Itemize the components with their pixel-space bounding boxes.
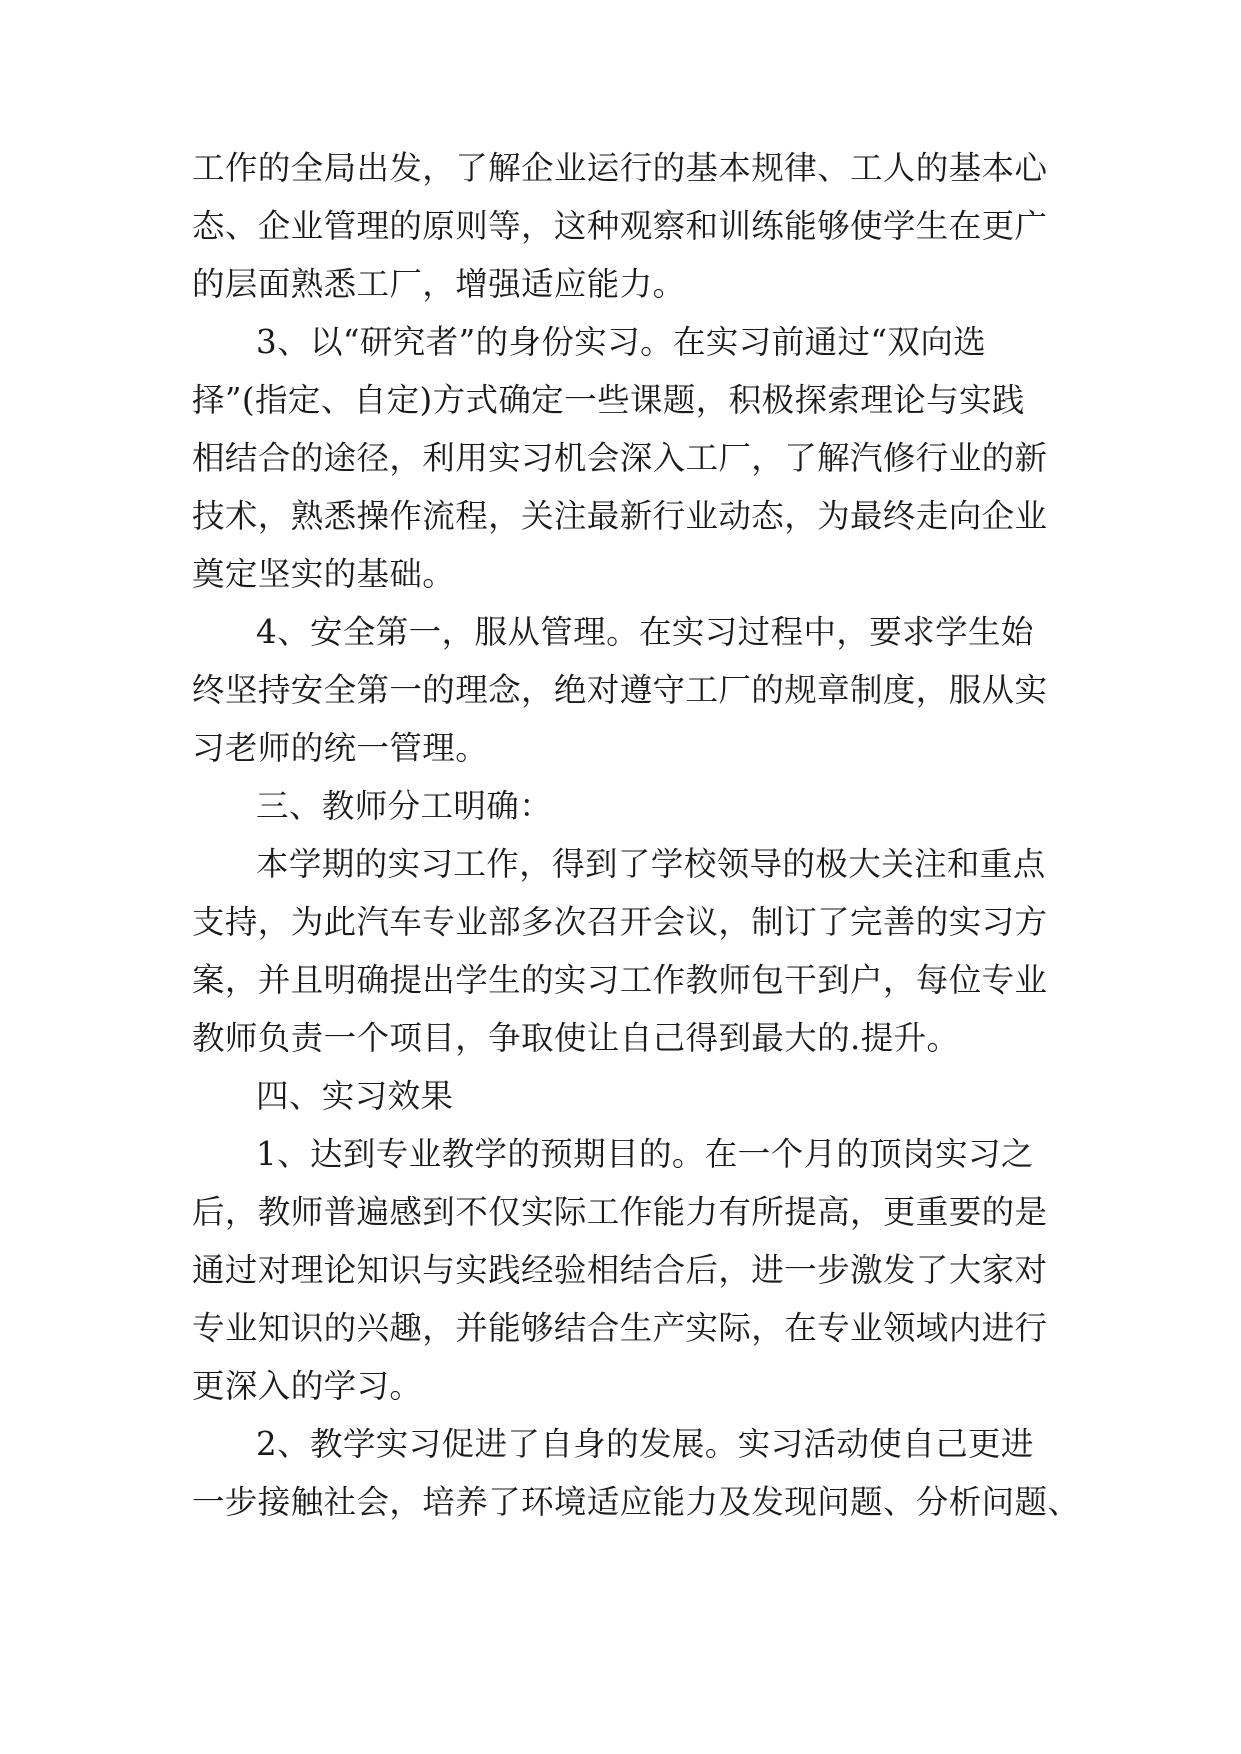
paragraph-start-line: 2、教学实习促进了自身的发展。实习活动使自己更进 — [256, 1425, 1034, 1463]
section-heading: 四、实习效果 — [256, 1077, 454, 1115]
text-line: 案，并且明确提出学生的实习工作教师包干到户，每位专业 — [192, 961, 1048, 999]
text-line: 态、企业管理的原则等，这种观察和训练能够使学生在更广 — [192, 207, 1048, 245]
text-line: 的层面熟悉工厂，增强适应能力。 — [192, 265, 686, 303]
text-line: 支持，为此汽车专业部多次召开会议，制订了完善的实习方 — [192, 903, 1048, 941]
text-line: 择”(指定、自定)方式确定一些课题，积极探索理论与实践 — [192, 381, 1025, 419]
text-line: 教师负责一个项目，争取使让自己得到最大的.提升。 — [192, 1019, 960, 1057]
paragraph-start-line: 1、达到专业教学的预期目的。在一个月的顶岗实习之 — [256, 1135, 1034, 1173]
paragraph-start-line: 3、以“研究者”的身份实习。在实习前通过“双向选 — [256, 323, 987, 361]
section-heading: 三、教师分工明确： — [256, 787, 553, 825]
text-line: 专业知识的兴趣，并能够结合生产实际，在专业领域内进行 — [192, 1309, 1048, 1347]
text-line: 更深入的学习。 — [192, 1367, 423, 1405]
text-line: 一步接触社会，培养了环境适应能力及发现问题、分析问题、 — [192, 1483, 1081, 1521]
text-line: 终坚持安全第一的理念，绝对遵守工厂的规章制度，服从实 — [192, 671, 1048, 709]
paragraph-start-line: 本学期的实习工作，得到了学校领导的极大关注和重点 — [256, 845, 1046, 883]
text-line: 相结合的途径，利用实习机会深入工厂，了解汽修行业的新 — [192, 439, 1048, 477]
text-line: 技术，熟悉操作流程，关注最新行业动态，为最终走向企业 — [192, 497, 1048, 535]
text-line: 习老师的统一管理。 — [192, 729, 489, 767]
text-line: 奠定坚实的基础。 — [192, 555, 456, 593]
text-line: 工作的全局出发，了解企业运行的基本规律、工人的基本心 — [192, 149, 1048, 187]
paragraph-start-line: 4、安全第一，服从管理。在实习过程中，要求学生始 — [256, 613, 1034, 651]
text-line: 通过对理论知识与实践经验相结合后，进一步激发了大家对 — [192, 1251, 1048, 1289]
text-line: 后，教师普遍感到不仅实际工作能力有所提高，更重要的是 — [192, 1193, 1048, 1231]
